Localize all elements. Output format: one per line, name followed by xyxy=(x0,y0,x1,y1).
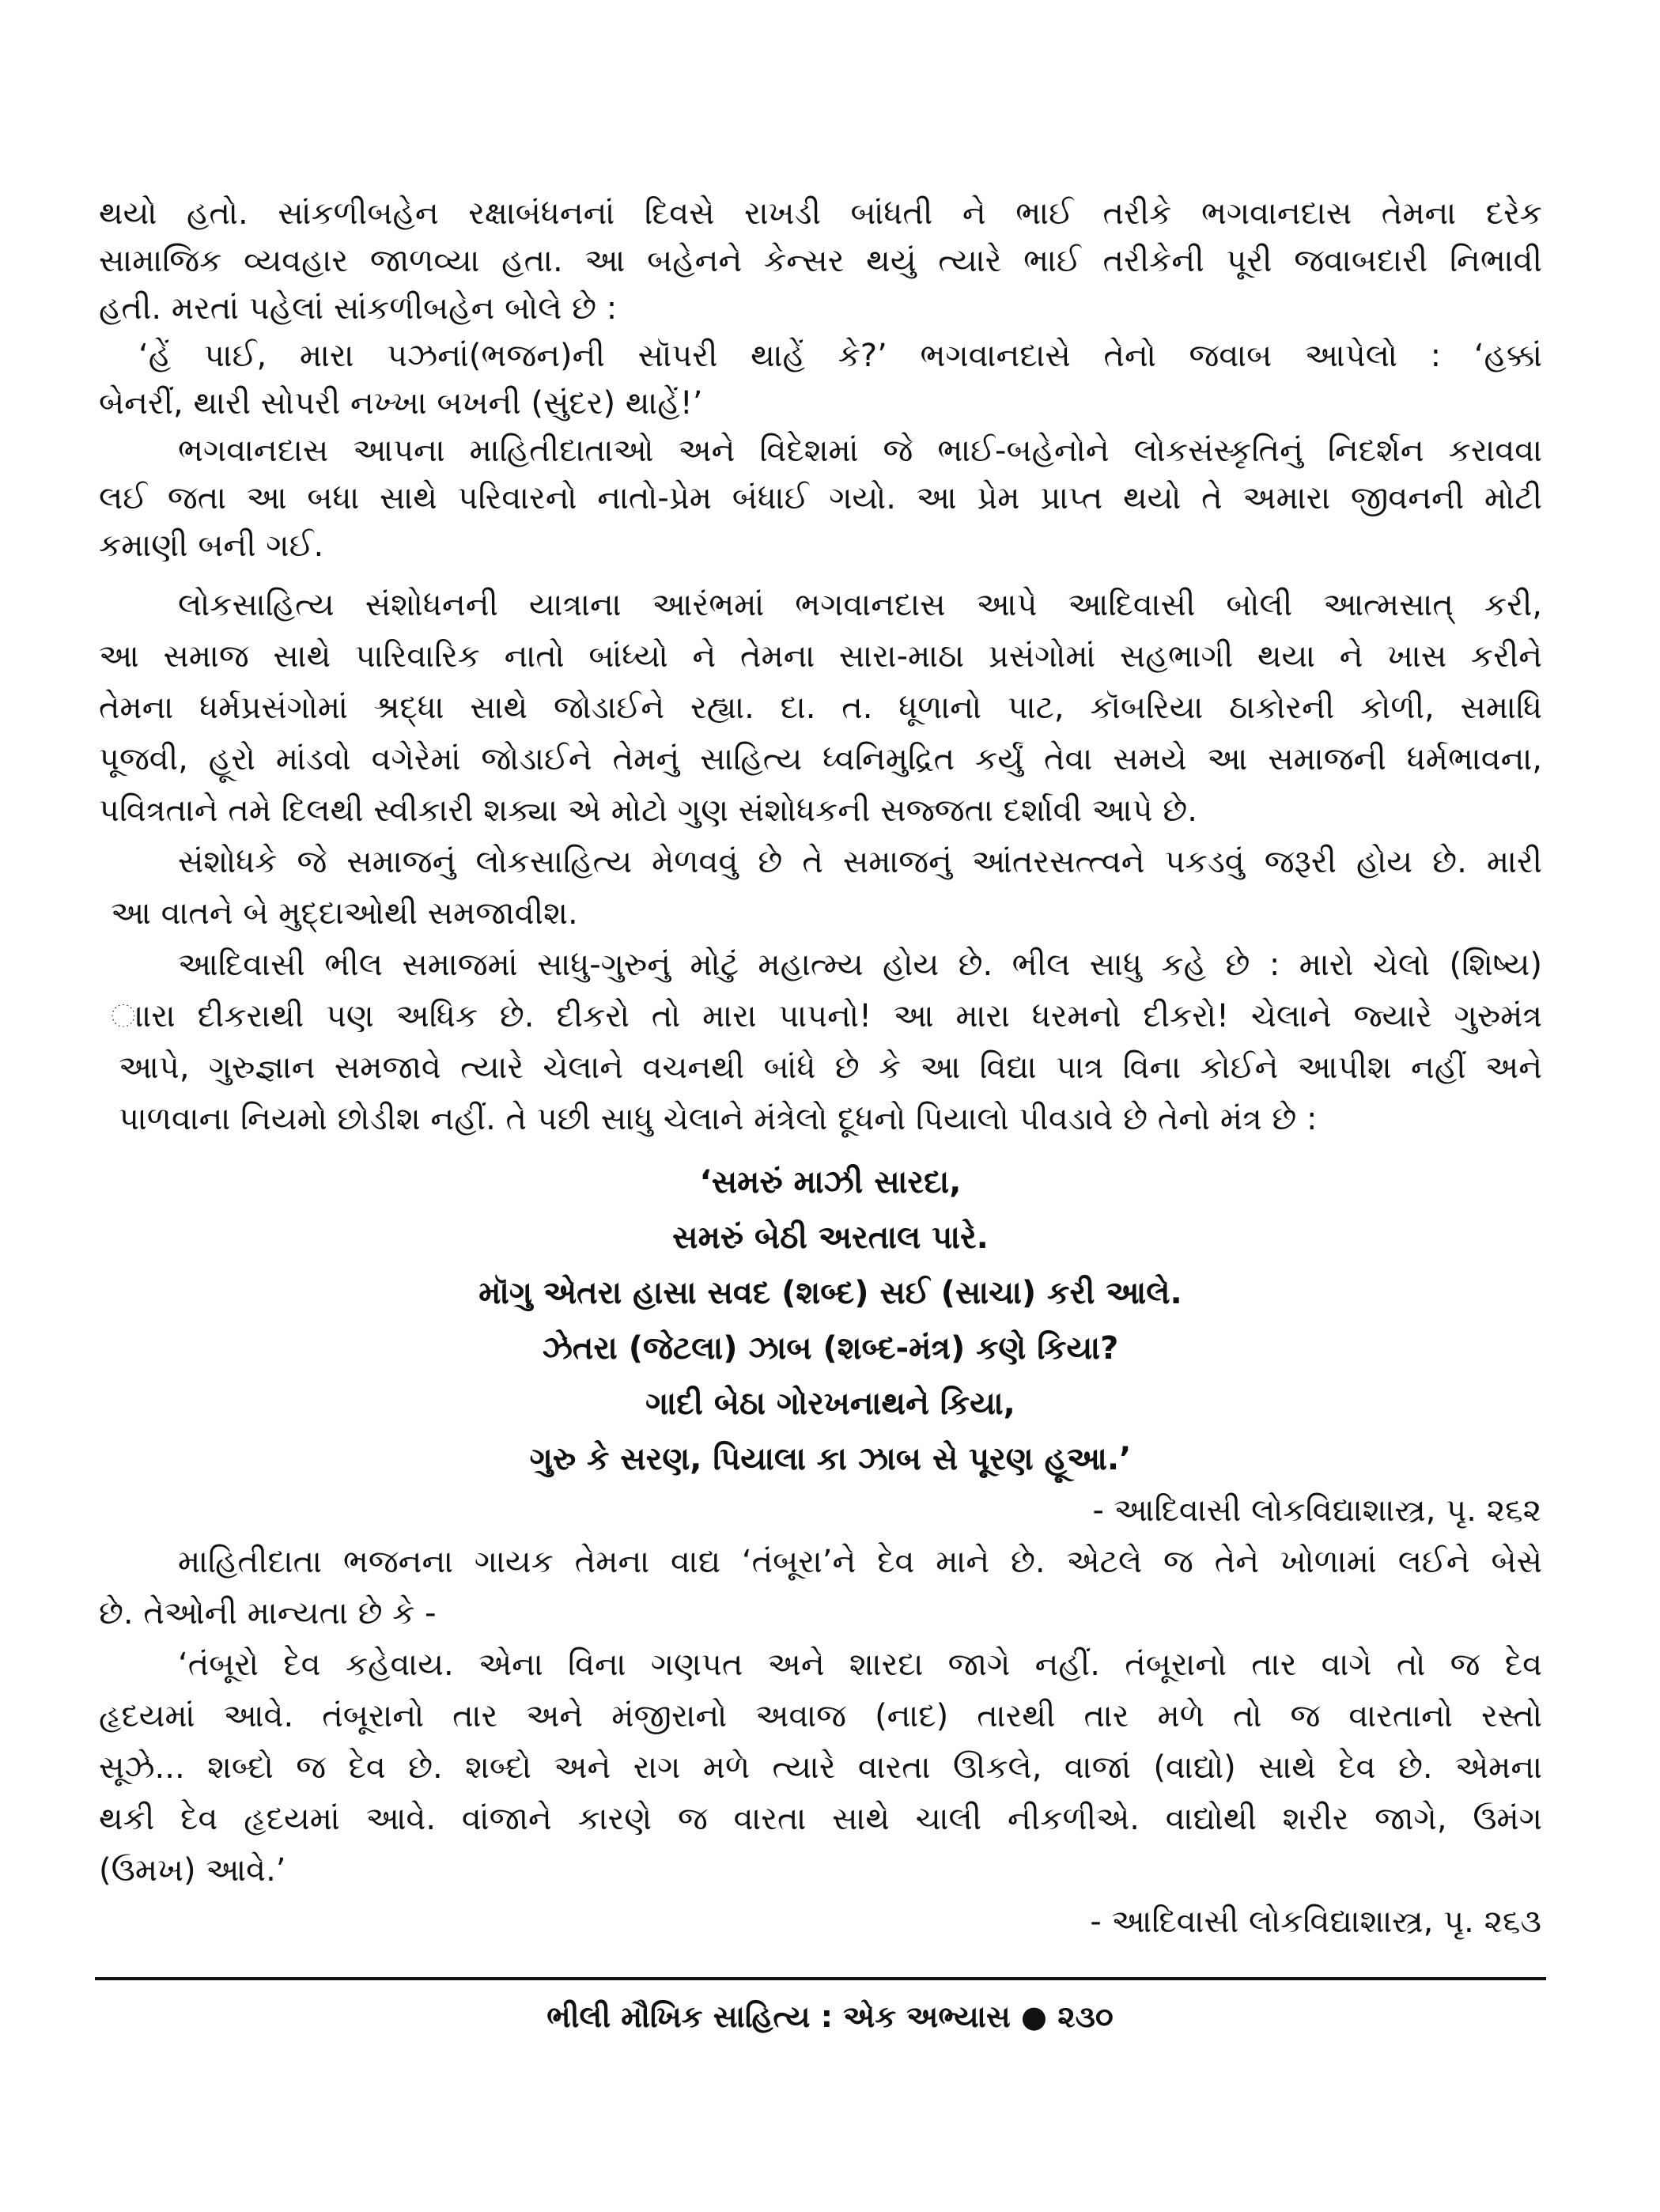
verse-line: ઝેતરા (જેટલા) ઝાબ (શબ્દ-મંત્ર) કણે કિયા? xyxy=(542,1330,1119,1367)
paragraph-line: લઈ જતા આ બધા સાથે પરિવારનો નાતો-પ્રેમ બંધાઈ ગયો. આ પ્રેમ પ્રાપ્ત થયો તે અમારા જીવનની મોટી xyxy=(99,480,1542,516)
verse-line: ‘સમરું માઝી સારદા, xyxy=(699,1164,962,1201)
paragraph-line: છે. તેઓની માન્યતા છે કે - xyxy=(99,1595,437,1632)
paragraph-line: તેમના ધર્મપ્રસંગોમાં શ્રદ્ધા સાથે જોડાઈને રહ્યા. દા. ત. ધૂળાનો પાટ, કૉબરિયા ઠાકોરની કોળી, સમાધિ xyxy=(99,690,1542,726)
page-footer: ભીલી મૌખિક સાહિત્ય : એક અભ્યાસ ● ૨૩૦ xyxy=(546,1999,1114,2034)
paragraph-line: કમાણી બની ગઈ. xyxy=(99,527,324,564)
paragraph-line: સંશોધકે જે સમાજનું લોકસાહિત્ય મેળવવું છે તે સમાજનું આંતરસત્ત્વને પકડવું જરૂરી હોય છે. મારી xyxy=(178,844,1542,880)
paragraph-line: પવિત્રતાને તમે દિલથી સ્વીકારી શક્યા એ મોટો ગુણ સંશોધકની સજ્જતા દર્શાવી આપે છે. xyxy=(99,792,1197,829)
citation: - આદિવાસી લોકવિદ્યાશાસ્ત્ર, પૃ. ૨૬૨ xyxy=(1092,1492,1541,1529)
paragraph-line: (ઉમખ) આવે.’ xyxy=(99,1852,286,1889)
paragraph-line: સૂઝે... શબ્દો જ દેવ છે. શબ્દો અને રાગ મળે ત્યારે વારતા ઊકલે, વાજાં (વાદ્યો) સાથે દેવ છે. એમના xyxy=(99,1749,1542,1786)
verse-line: ગાદી બેઠા ગોરખનાથને કિયા, xyxy=(645,1386,1015,1422)
paragraph-line: આ વાતને બે મુદ્દાઓથી સમજાવીશ. xyxy=(111,895,578,932)
paragraph-line: લોકસાહિત્ય સંશોધનની યાત્રાના આરંભમાં ભગવાનદાસ આપે આદિવાસી બોલી આત્મસાત્ કરી, xyxy=(178,587,1542,623)
paragraph-line: પૂજવી, હૂરો માંડવો વગેરેમાં જોડાઈને તેમનું સાહિત્ય ધ્વનિમુદ્રિત કર્યું તેવા સમયે આ સમાજની ધર્મભાવના, xyxy=(99,741,1542,777)
paragraph-line: હૃદયમાં આવે. તંબૂરાનો તાર અને મંજીરાનો અવાજ (નાદ) તારથી તાર મળે તો જ વારતાનો રસ્તો xyxy=(99,1698,1542,1734)
paragraph-line: પાળવાના નિયમો છોડીશ નહીં. તે પછી સાધુ ચેલાને મંત્રેલો દૂધનો પિયાલો પીવડાવે છે તેનો મંત્ર છે : xyxy=(119,1101,1318,1137)
paragraph-line: હતી. મરતાં પહેલાં સાંકળીબહેન બોલે છે : xyxy=(99,290,618,327)
paragraph-line: આપે, ગુરુજ્ઞાન સમજાવે ત્યારે ચેલાને વચનથી બાંધે છે કે આ વિદ્યા પાત્ર વિના કોઈને આપીશ નહીં અને xyxy=(119,1049,1542,1086)
verse-line: સમરું બેઠી અરતાલ પારે. xyxy=(672,1219,989,1256)
paragraph-line: ભગવાનદાસ આપના માહિતીદાતાઓ અને વિદેશમાં જે ભાઈ-બહેનોને લોકસંસ્કૃતિનું નિદર્શન કરાવવા xyxy=(178,433,1542,469)
footer-rule xyxy=(95,1977,1546,1980)
paragraph-line: આદિવાસી ભીલ સમાજમાં સાધુ-ગુરુનું મોટું મહાત્મ્ય હોય છે. ભીલ સાધુ કહે છે : મારો ચેલો (શિષ્ય) xyxy=(178,947,1542,983)
verse-line: ગુરુ કે સરણ, પિયાલા કા ઝાબ સે પૂરણ હૂઆ.’ xyxy=(529,1441,1132,1477)
citation: - આદિવાસી લોકવિદ્યાશાસ્ત્ર, પૃ. ૨૬૩ xyxy=(1090,1904,1541,1940)
paragraph-line: સામાજિક વ્યવહાર જાળવ્યા હતા. આ બહેનને કેન્સર થયું ત્યારે ભાઈ તરીકેની પૂરી જવાબદારી નિભાવી xyxy=(99,243,1542,279)
paragraph-line: ‘તંબૂરો દેવ કહેવાય. એના વિના ગણપત અને શારદા જાગે નહીં. તંબૂરાનો તાર વાગે તો જ દેવ xyxy=(178,1647,1542,1683)
paragraph-line: થયો હતો. સાંકળીબહેન રક્ષાબંધનનાં દિવસે રાખડી બાંધતી ને ભાઈ તરીકે ભગવાનદાસ તેમના દરેક xyxy=(99,195,1542,232)
paragraph-line: થકી દેવ હૃદયમાં આવે. વાંજાને કારણે જ વારતા સાથે ચાલી નીકળીએ. વાદ્યોથી શરીર જાગે, ઉમંગ xyxy=(99,1801,1542,1837)
paragraph-line: ‘હેં પાઈ, મારા પઝનાં(ભજન)ની સૉપરી થાહેં કે?’ ભગવાનદાસે તેનો જવાબ આપેલો : ‘હક્કાં xyxy=(138,338,1542,374)
verse-line: મૉગુ એતરા હાસા સવદ (શબ્દ) સઈ (સાચા) કરી આલે. xyxy=(478,1275,1182,1311)
paragraph-line: ાારા દીકરાથી પણ અધિક છે. દીકરો તો મારા પાપનો! આ મારા ધરમનો દીકરો! ચેલાને જ્યારે ગુરુમંત્ર xyxy=(111,998,1542,1034)
paragraph-line: માહિતીદાતા ભજનના ગાયક તેમના વાદ્ય ‘તંબૂરા’ને દેવ માને છે. એટલે જ તેને ખોળામાં લઈને બેસે xyxy=(178,1544,1542,1580)
paragraph-line: બેનરીં, થારી સોપરી નખ્ખા બખની (સુંદર) થાહેં!’ xyxy=(99,385,703,422)
paragraph-line: આ સમાજ સાથે પારિવારિક નાતો બાંધ્યો ને તેમના સારા-માઠા પ્રસંગોમાં સહભાગી થયા ને ખાસ કરીને xyxy=(99,638,1542,675)
